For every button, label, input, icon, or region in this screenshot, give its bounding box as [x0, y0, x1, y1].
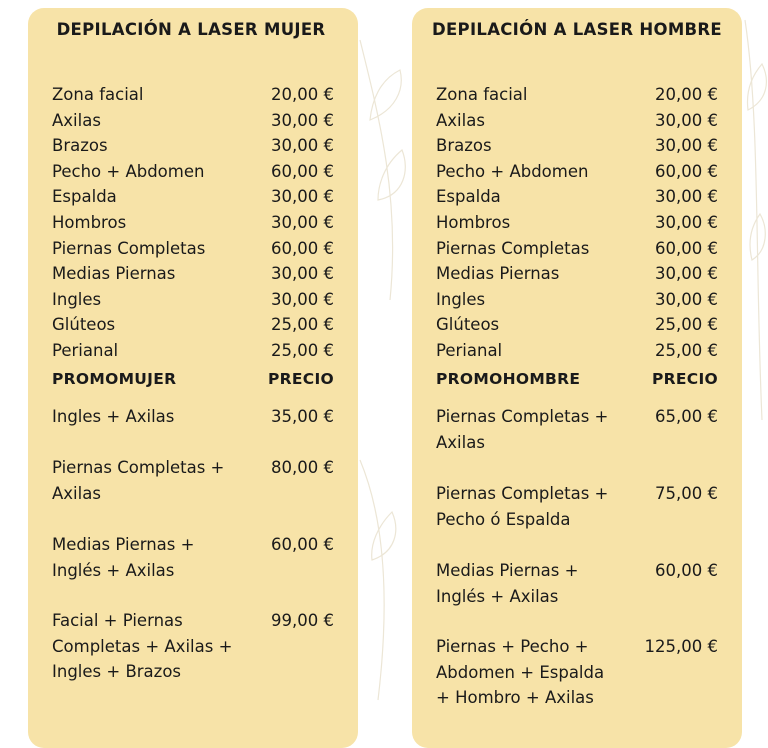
- promo-price: 75,00 €: [655, 484, 718, 503]
- treatment-name: Glúteos: [52, 315, 116, 335]
- treatment-name: Espalda: [52, 187, 117, 207]
- treatment-name: Medias Piernas: [436, 264, 560, 284]
- treatment-price: 60,00 €: [271, 238, 334, 258]
- treatment-name: Pecho + Abdomen: [436, 161, 589, 181]
- promo-name: Piernas Completas + Axilas: [436, 407, 609, 452]
- promo-title: PROMOHOMBRE: [436, 370, 581, 388]
- treatment-price: 30,00 €: [271, 212, 334, 232]
- promo-price: 80,00 €: [271, 458, 334, 477]
- treatment-name: Espalda: [436, 187, 501, 207]
- promo-name: Medias Piernas + Inglés + Axilas: [52, 535, 195, 580]
- price-row: [436, 133, 718, 159]
- price-row: [52, 338, 334, 364]
- promo-item: [436, 634, 718, 711]
- promo-name: Piernas Completas + Pecho ó Espalda: [436, 484, 609, 529]
- card-title: DEPILACIÓN A LASER HOMBRE: [431, 20, 723, 39]
- promo-name: Ingles + Axilas: [52, 407, 175, 426]
- treatment-name: Zona facial: [52, 85, 144, 104]
- price-row: [52, 312, 334, 338]
- treatment-name: Brazos: [52, 136, 108, 156]
- treatment-price: 60,00 €: [271, 161, 334, 181]
- treatment-name: Axilas: [52, 110, 101, 130]
- treatment-name: Axilas: [436, 110, 485, 130]
- treatment-name: Glúteos: [436, 315, 500, 335]
- promo-item: [52, 608, 334, 685]
- price-row: [436, 236, 718, 262]
- treatment-price: 60,00 €: [655, 238, 718, 258]
- promo-name: Facial + Piernas Completas + Axilas + Ingles + Brazos: [52, 611, 233, 682]
- price-row: [436, 82, 718, 108]
- treatment-name: Piernas Completas: [436, 238, 590, 258]
- price-card-hombre: [412, 8, 742, 748]
- treatment-name: Hombros: [52, 212, 127, 232]
- price-row: [52, 236, 334, 262]
- price-row: [436, 108, 718, 134]
- treatment-price: 30,00 €: [655, 289, 718, 309]
- promo-name: Medias Piernas + Inglés + Axilas: [436, 561, 579, 606]
- promo-name: Piernas Completas + Axilas: [52, 458, 225, 503]
- treatment-name: Brazos: [436, 136, 492, 156]
- treatment-price: 20,00 €: [271, 85, 334, 104]
- price-column-header: PRECIO: [651, 370, 718, 388]
- price-list: [436, 82, 718, 364]
- price-row: [52, 159, 334, 185]
- treatment-name: Medias Piernas: [52, 264, 176, 284]
- treatment-price: 25,00 €: [655, 340, 718, 360]
- promo-item: [436, 558, 718, 609]
- treatment-name: Ingles: [52, 289, 102, 309]
- promo-price: 99,00 €: [271, 611, 334, 630]
- card-title: DEPILACIÓN A LASER MUJER: [56, 20, 326, 39]
- price-row: [436, 287, 718, 313]
- promo-price: 125,00 €: [644, 637, 718, 656]
- treatment-name: Zona facial: [436, 85, 528, 104]
- price-card-mujer: [28, 8, 358, 748]
- treatment-price: 30,00 €: [271, 187, 334, 207]
- promo-name: Piernas + Pecho + Abdomen + Espalda + Hombro + Axilas: [436, 637, 605, 708]
- treatment-name: Perianal: [52, 340, 119, 360]
- promo-item: [52, 404, 334, 430]
- treatment-price: 60,00 €: [655, 161, 718, 181]
- price-list: [52, 82, 334, 364]
- price-row: [436, 261, 718, 287]
- promo-header: [52, 370, 334, 388]
- promo-item: [436, 481, 718, 532]
- promo-title: PROMOMUJER: [52, 370, 177, 388]
- price-row: [436, 338, 718, 364]
- treatment-price: 30,00 €: [655, 110, 718, 130]
- treatment-price: 20,00 €: [655, 85, 718, 104]
- price-row: [52, 261, 334, 287]
- treatment-price: 30,00 €: [271, 289, 334, 309]
- treatment-name: Piernas Completas: [52, 238, 206, 258]
- promo-item: [436, 404, 718, 455]
- promo-item: [52, 455, 334, 506]
- price-row: [52, 82, 334, 108]
- treatment-name: Pecho + Abdomen: [52, 161, 205, 181]
- price-row: [52, 108, 334, 134]
- treatment-price: 25,00 €: [655, 315, 718, 335]
- treatment-price: 25,00 €: [271, 340, 334, 360]
- treatment-price: 30,00 €: [655, 264, 718, 284]
- treatment-name: Hombros: [436, 212, 511, 232]
- price-row: [436, 159, 718, 185]
- treatment-price: 30,00 €: [655, 136, 718, 156]
- price-row: [436, 210, 718, 236]
- treatment-name: Ingles: [436, 289, 486, 309]
- promo-header: [436, 370, 718, 388]
- price-row: [52, 133, 334, 159]
- price-row: [52, 184, 334, 210]
- promo-price: 60,00 €: [271, 535, 334, 554]
- treatment-price: 30,00 €: [271, 136, 334, 156]
- price-row: [436, 312, 718, 338]
- promo-price: 65,00 €: [655, 407, 718, 426]
- promo-price: 35,00 €: [271, 407, 334, 426]
- promo-item: [52, 532, 334, 583]
- treatment-name: Perianal: [436, 340, 503, 360]
- treatment-price: 30,00 €: [655, 212, 718, 232]
- price-row: [436, 184, 718, 210]
- treatment-price: 30,00 €: [271, 110, 334, 130]
- price-column-header: PRECIO: [267, 370, 334, 388]
- treatment-price: 30,00 €: [655, 187, 718, 207]
- promo-price: 60,00 €: [655, 561, 718, 580]
- price-row: [52, 287, 334, 313]
- treatment-price: 30,00 €: [271, 264, 334, 284]
- price-row: [52, 210, 334, 236]
- treatment-price: 25,00 €: [271, 315, 334, 335]
